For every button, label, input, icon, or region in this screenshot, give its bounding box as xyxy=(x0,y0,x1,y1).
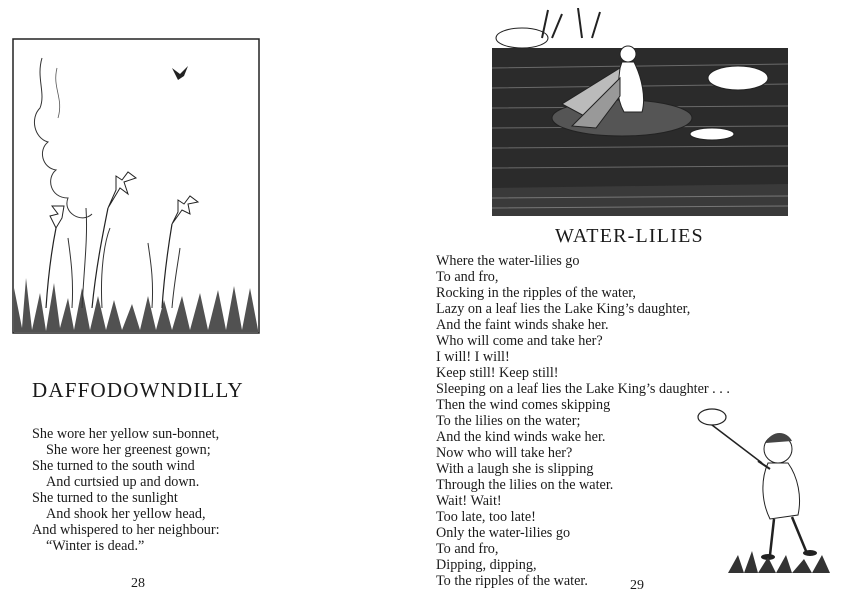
right-page xyxy=(420,0,845,600)
page-number: 29 xyxy=(630,578,644,593)
poem-line: She turned to the sunlight xyxy=(32,490,178,506)
poem-line: Rocking in the ripples of the water, xyxy=(436,285,636,301)
poem-line: To and fro, xyxy=(436,541,499,557)
poem-line: Too late, too late! xyxy=(436,509,536,525)
poem-line: And the kind winds wake her. xyxy=(436,429,606,445)
poem-line: To and fro, xyxy=(436,269,499,285)
poem-line: She wore her greenest gown; xyxy=(46,442,211,458)
poem-line: Only the water-lilies go xyxy=(436,525,571,541)
poem-line: I will! I will! xyxy=(436,349,510,365)
poem-title: DAFFODOWNDILLY xyxy=(32,378,244,402)
poem-line: She turned to the south wind xyxy=(32,458,195,474)
poem-line: Through the lilies on the water. xyxy=(436,477,614,493)
left-page xyxy=(0,0,420,600)
poem-line: Sleeping on a leaf lies the Lake King’s daughter . . . xyxy=(436,381,730,397)
poem-line: Who will come and take her? xyxy=(436,333,603,349)
boy-with-net-illustration xyxy=(688,405,840,575)
daffodil-illustration xyxy=(12,38,260,334)
poem-line: Now who will take her? xyxy=(436,445,573,461)
poem-line: To the lilies on the water; xyxy=(436,413,581,429)
poem-line: And whispered to her neighbour: xyxy=(32,522,220,538)
poem-line: Where the water-lilies go xyxy=(436,253,580,269)
poem-line: And the faint winds shake her. xyxy=(436,317,609,333)
poem-line: Then the wind comes skipping xyxy=(436,397,611,413)
poem-line: With a laugh she is slipping xyxy=(436,461,594,477)
water-lily-fairy-illustration xyxy=(492,8,788,216)
poem-line: To the ripples of the water. xyxy=(436,573,588,589)
poem-line: Lazy on a leaf lies the Lake King’s daughter, xyxy=(436,301,691,317)
poem-line: And shook her yellow head, xyxy=(46,506,206,522)
page-number: 28 xyxy=(131,576,145,591)
poem-line: And curtsied up and down. xyxy=(46,474,200,490)
poem-line: “Winter is dead.” xyxy=(46,538,145,554)
poem-line: Keep still! Keep still! xyxy=(436,365,559,381)
poem-title: WATER-LILIES xyxy=(555,225,704,247)
poem-line: Wait! Wait! xyxy=(436,493,502,509)
poem-line: Dipping, dipping, xyxy=(436,557,537,573)
poem-line: She wore her yellow sun-bonnet, xyxy=(32,426,220,442)
